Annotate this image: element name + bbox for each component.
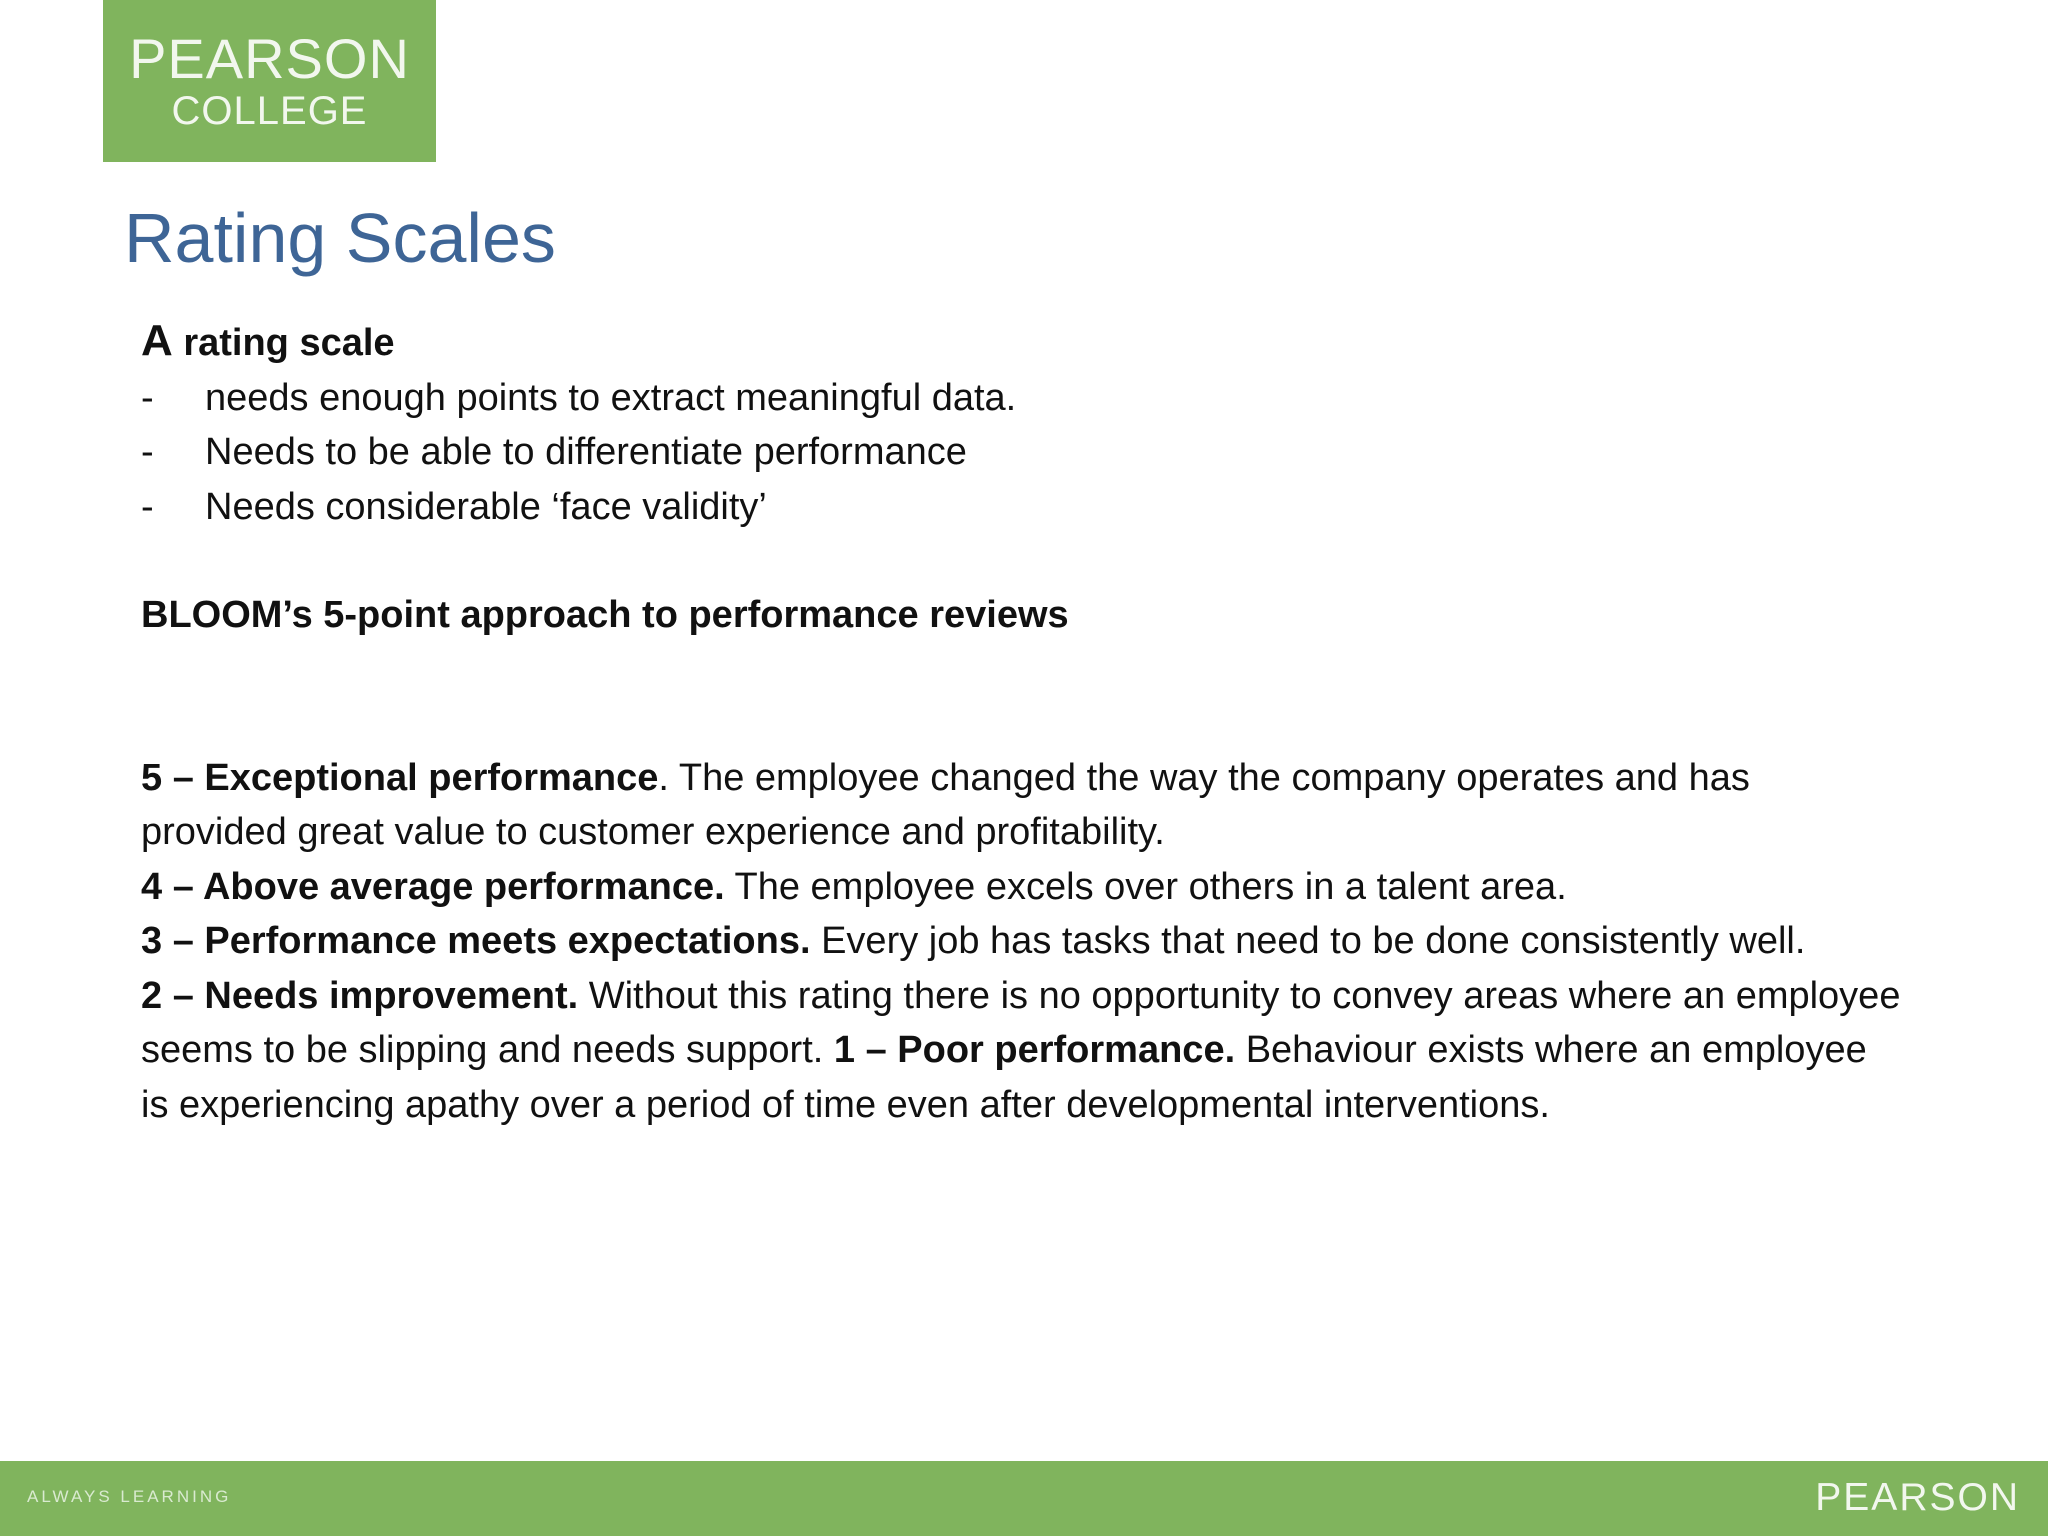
rating-label: 3 – Performance meets expectations. bbox=[141, 920, 811, 962]
bloom-heading: BLOOM’s 5-point approach to performance reviews bbox=[141, 594, 1069, 636]
bullet-item bbox=[141, 425, 1901, 480]
heading-first-letter: A bbox=[141, 316, 173, 365]
bullet-dash: - bbox=[141, 485, 154, 528]
slide-body bbox=[141, 314, 1901, 1132]
bullet-dash: - bbox=[141, 431, 154, 473]
footer-tagline: ALWAYS LEARNING bbox=[27, 1487, 232, 1506]
bullet-dash: - bbox=[141, 376, 154, 419]
rating-scale-heading bbox=[141, 314, 1901, 371]
slide-title: Rating Scales bbox=[124, 199, 556, 277]
bullet-item bbox=[141, 480, 1901, 535]
footer-bar bbox=[0, 1461, 2048, 1536]
logo-line-pearson: PEARSON bbox=[129, 27, 410, 90]
rating-label: 4 – Above average performance. bbox=[141, 865, 725, 908]
footer-pearson-logo: PEARSON bbox=[1815, 1476, 2020, 1519]
rating-label: 2 – Needs improvement. bbox=[141, 974, 579, 1017]
rating-item-5 bbox=[141, 757, 1750, 854]
heading-rest: rating scale bbox=[172, 322, 395, 364]
pearson-college-logo bbox=[103, 0, 436, 162]
rating-description: Every job has tasks that need to be done consistently well. bbox=[810, 920, 1806, 962]
rating-description: Without this rating there is no opportunity to convey areas where an employee seems to be slipping and needs support. bbox=[141, 974, 1901, 1071]
rating-description: The employee excels over others in a talent area. bbox=[724, 865, 1567, 908]
bullet-item bbox=[141, 371, 1901, 426]
bullet-text: Needs considerable ‘face validity’ bbox=[205, 485, 767, 528]
rating-item-4 bbox=[141, 866, 1567, 908]
rating-item-3 bbox=[141, 920, 1805, 962]
bullet-text: Needs to be able to differentiate performance bbox=[205, 431, 967, 473]
rating-label: 1 – Poor performance. bbox=[833, 1029, 1236, 1071]
logo-line-college: COLLEGE bbox=[171, 89, 368, 133]
rating-description: . The employee changed the way the company operates and has provided great value to customer experience and profitability. bbox=[141, 756, 1750, 853]
rating-label: 5 – Exceptional performance bbox=[141, 756, 659, 799]
rating-description: Behaviour exists where an employee is experiencing apathy over a period of time even after developmental interventions. bbox=[141, 1029, 1867, 1126]
bullet-text: needs enough points to extract meaningful data. bbox=[205, 376, 1017, 419]
rating-descriptions bbox=[141, 751, 1901, 1133]
